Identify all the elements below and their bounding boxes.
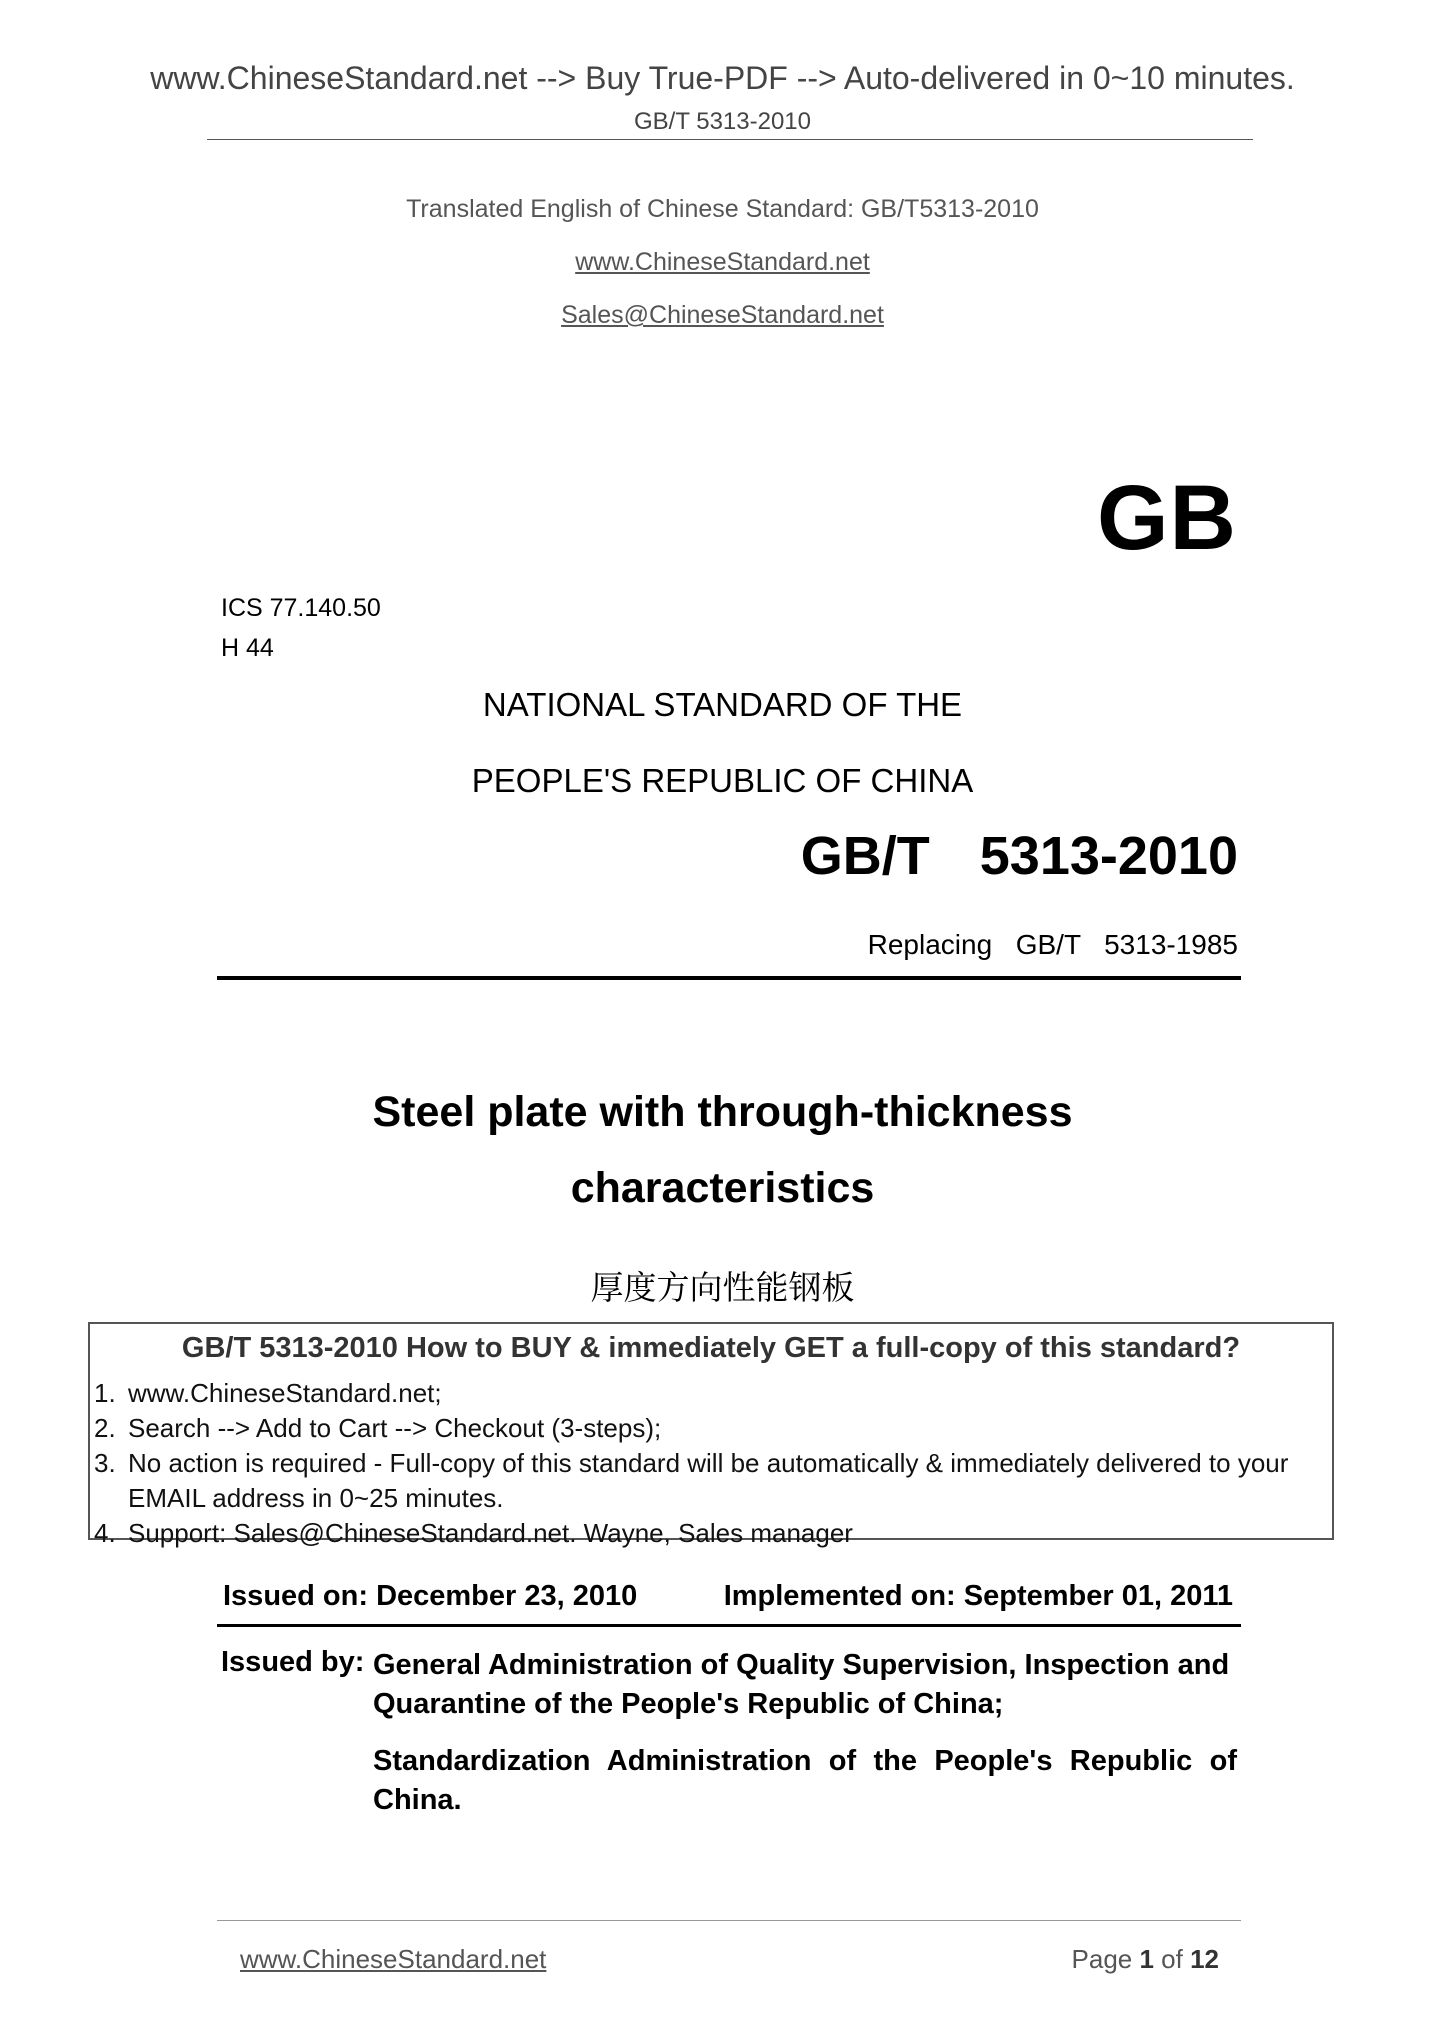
translated-notice: Translated English of Chinese Standard: GB/T5313-2010 — [406, 195, 1039, 223]
document-title-line1: Steel plate with through-thickness — [372, 1088, 1073, 1136]
footer-site-link[interactable]: www.ChineseStandard.net — [240, 1944, 547, 1974]
step-text: Search --> Add to Cart --> Checkout (3-steps); — [128, 1413, 662, 1443]
document-title-chinese: 厚度方向性能钢板 — [590, 1269, 855, 1306]
buy-box-title: GB/T 5313-2010 How to BUY & immediately GET a full-copy of this standard? — [181, 1332, 1241, 1364]
title-divider — [217, 976, 1241, 980]
issued-on-date: Issued on: December 23, 2010 — [223, 1580, 638, 1612]
issuer-aqsiq: General Administration of Quality Supervision, Inspection and Quarantine of the People's Republic of China; — [373, 1649, 1230, 1720]
header-banner: www.ChineseStandard.net --> Buy True-PDF --> Auto-delivered in 0~10 minutes. — [150, 60, 1295, 96]
buy-step — [94, 1376, 1324, 1411]
document-title-line2: characteristics — [570, 1164, 875, 1212]
standard-number: GB/T 5313-2010 — [800, 826, 1238, 886]
issued-by-label: Issued by: — [221, 1646, 365, 1678]
gb-logo: GB — [1097, 467, 1237, 569]
header-divider — [207, 139, 1253, 140]
page-number — [1072, 1944, 1219, 1975]
national-standard-line1: NATIONAL STANDARD OF THE — [482, 686, 963, 723]
buy-step — [94, 1411, 1324, 1446]
step-text: Support: Sales@ChineseStandard.net. Wayne, Sales manager — [128, 1518, 853, 1548]
email-link-row — [0, 301, 1445, 330]
ics-code: ICS 77.140.50 — [221, 594, 381, 622]
step-number: 1. — [94, 1378, 116, 1408]
page-prefix: Page — [1071, 1944, 1140, 1974]
step-text: www.ChineseStandard.net; — [128, 1378, 442, 1408]
step-number: 4. — [94, 1518, 116, 1548]
buy-instructions-box — [88, 1322, 1334, 1548]
step-number: 2. — [94, 1413, 116, 1443]
national-standard-line2: PEOPLE'S REPUBLIC OF CHINA — [471, 762, 974, 799]
step-number: 3. — [94, 1448, 116, 1478]
dates-divider — [217, 1624, 1241, 1627]
email-link[interactable]: Sales@ChineseStandard.net — [561, 301, 884, 329]
buy-steps-list — [94, 1376, 1324, 1551]
buy-step — [94, 1516, 1324, 1551]
header-standard-code: GB/T 5313-2010 — [633, 108, 811, 135]
h-code: H 44 — [221, 634, 274, 662]
buy-step — [94, 1446, 1324, 1516]
implemented-on-date: Implemented on: September 01, 2011 — [723, 1580, 1233, 1612]
page-current: 1 — [1139, 1944, 1154, 1974]
site-link-row — [0, 248, 1445, 277]
replacing-note: Replacing GB/T 5313-1985 — [867, 929, 1238, 960]
site-link[interactable]: www.ChineseStandard.net — [575, 248, 870, 276]
page-of: of — [1153, 1944, 1191, 1974]
page-total: 12 — [1190, 1944, 1219, 1974]
step-text: No action is required - Full-copy of this standard will be automatically & immediately delivered to your EMAIL address in 0~25 minutes. — [128, 1448, 1289, 1513]
footer-divider — [217, 1920, 1241, 1921]
issuer-sac: Standardization Administration of the People's Republic of China. — [373, 1745, 1237, 1816]
